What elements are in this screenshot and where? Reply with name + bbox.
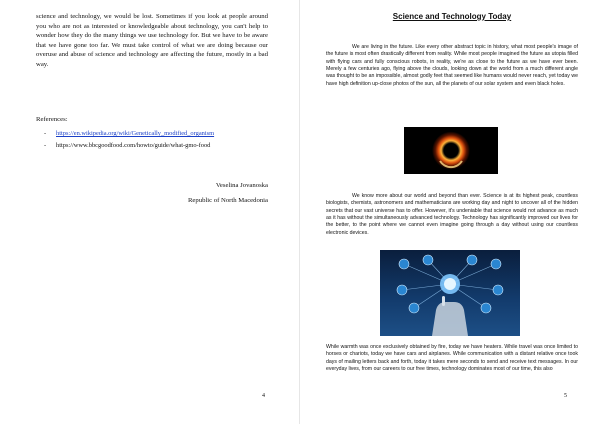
references-list [44,128,214,151]
article-paragraph-3: While warmth was once exclusively obtained by fire, today we have heaters. While travel was once limited to horses or chariots, today we have cars and airplanes. While communication with a distant relative once took days of mailing letters back and forth, today it takes mere seconds to send and receive text messages. In our everyday lives, from our careers to our free times, technology dominates most of our time, this also [326,344,578,373]
left-page-paragraph: science and technology, we would be lost. Sometimes if you look at people around you who are not as interested or knowledgeable about technology, you can't help to wonder how they do the many things we use technology for. But we have to be aware that we have gone too far. We must take control of what we are doing because our overuse and abuse of science and technology are affecting the future, mostly in a bad way. [36,13,268,68]
black-hole-graphic [404,127,498,174]
reference-item [44,140,214,152]
article-paragraph-1 [326,44,578,88]
article-paragraph-2 [326,193,578,237]
technology-icons-graphic [380,250,520,336]
article-paragraph-1-text: We are living in the future. Like every other abstract topic in history, what most people's image of the future is most often drastically different from reality. While most people imagined the future as utopia filled with flying cars and fully conscious robots, in reality, we're as close to the future as we have ever been. Merely a few centuries ago, flying above the clouds, looking down at the world from a much different angle was thought to be an impossible, almost godly feet that seemed like humans would never reach, yet today we have high definition up-close photos of the sun, all the planets of our solar system and even black holes. [326,44,578,87]
reference-item [44,128,214,140]
author-country: Republic of North Macedonia [187,197,268,204]
page-number-right: 5 [564,393,567,399]
page-number-left: 4 [262,393,265,399]
references-heading: References: [36,116,68,123]
article-paragraph-2-text: We know more about our world and beyond than ever. Science is at its highest peak, countless biologists, chemists, astronomers and mathematicians are working day and night to uncover all of the hidden secrets that our vast universe has to offer. However, it's undeniable that science would not advance as much as it has without the simultaneously advanced technology. Technology has significantly improved our lives for the better, to the point where we cannot even imagine going through a day without using our countless electronic devices. [326,193,578,236]
list-dash: - [44,130,47,137]
list-dash: - [44,141,47,149]
reference-link-bbcgoodfood[interactable]: https://www.bbcgoodfood.com/howto/guide/what-gmo-food [56,141,211,149]
page-spread-divider [299,0,300,424]
black-hole-photo [404,127,498,174]
reference-link-wikipedia[interactable]: https://en.wikipedia.org/wiki/Genetically_modified_organism [56,130,215,137]
hand-with-technology-icons-photo [380,250,520,336]
article-title: Science and Technology Today [392,12,512,21]
author-name: Veselina Jovanoska [215,182,268,189]
